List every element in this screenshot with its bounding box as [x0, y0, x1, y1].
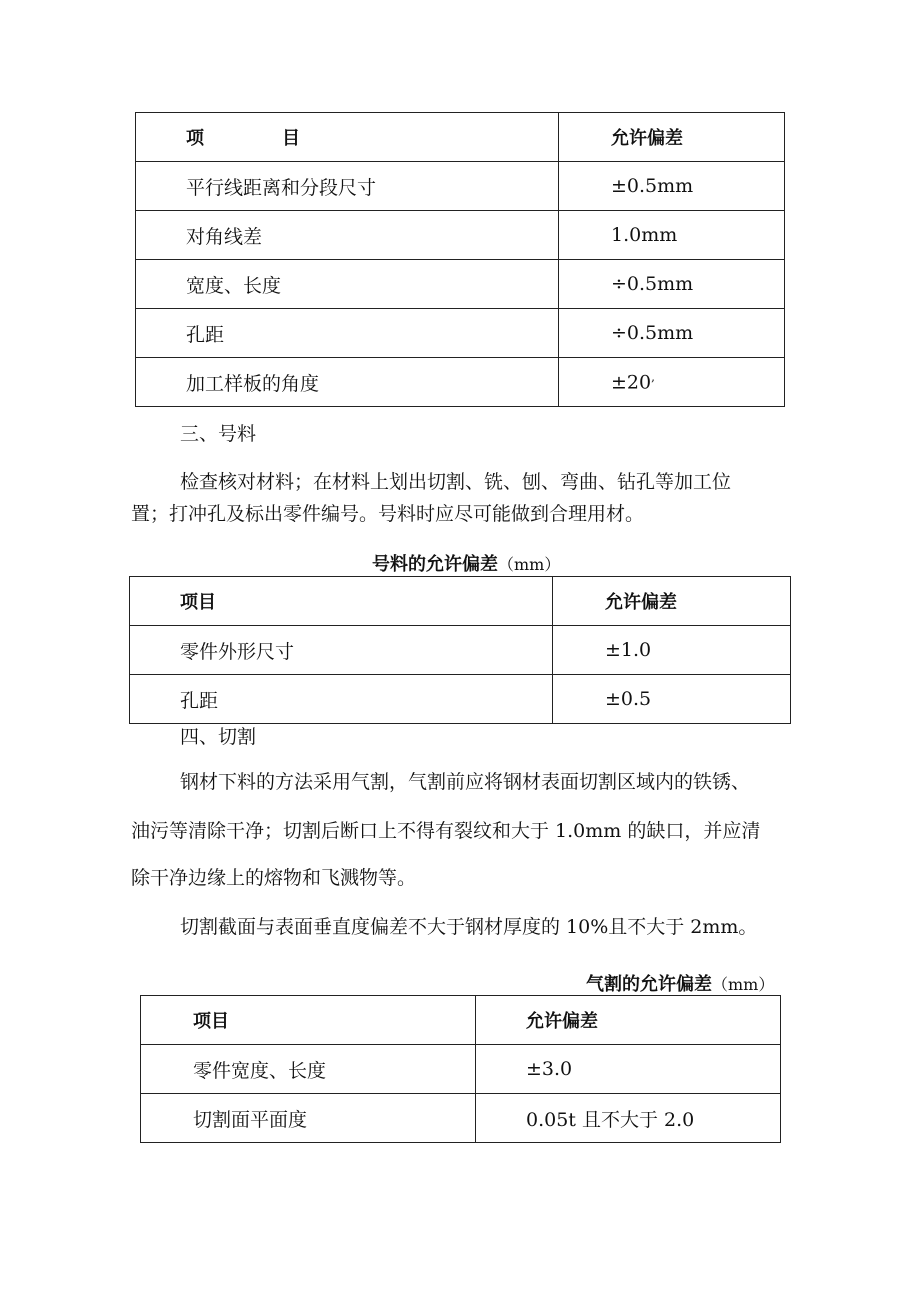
row-item: 切割面平面度 [141, 1094, 476, 1143]
row-value: ±0.5 [553, 675, 791, 724]
row-item: 平行线距离和分段尺寸 [136, 162, 559, 211]
section-3-heading: 三、号料 [180, 423, 257, 445]
row-value: ÷0.5mm [559, 309, 785, 358]
header-item: 项 目 [136, 113, 559, 162]
row-item: 孔距 [130, 675, 553, 724]
section-3-para-line-1: 检查核对材料；在材料上划出切割、铣、刨、弯曲、钻孔等加工位 [180, 471, 732, 493]
row-value: ±20, [559, 358, 785, 407]
table-3-caption: 气割的允许偏差（mm） [586, 974, 775, 995]
tolerance-table-2 [129, 576, 791, 724]
table-row [136, 358, 785, 407]
row-item: 对角线差 [136, 211, 559, 260]
header-deviation: 允许偏差 [553, 577, 791, 626]
table-row [130, 675, 791, 724]
header-item: 项目 [130, 577, 553, 626]
section-4-para-line-2: 油污等清除干净；切割后断口上不得有裂纹和大于 1.0mm 的缺口，并应清 [131, 820, 761, 842]
row-value: ±3.0 [476, 1045, 781, 1094]
row-value: 0.05t 且不大于 2.0 [476, 1094, 781, 1143]
header-deviation: 允许偏差 [476, 996, 781, 1045]
table-header-row [130, 577, 791, 626]
table-row [136, 309, 785, 358]
row-item: 加工样板的角度 [136, 358, 559, 407]
row-item: 宽度、长度 [136, 260, 559, 309]
table-row [141, 1045, 781, 1094]
section-4-para-line-3: 除干净边缘上的熔物和飞溅物等。 [131, 867, 417, 889]
table-2-caption: 号料的允许偏差（mm） [372, 554, 561, 575]
row-value: ±0.5mm [559, 162, 785, 211]
section-4-para-2: 切割截面与表面垂直度偏差不大于钢材厚度的 10%且不大于 2mm。 [180, 916, 758, 938]
table-row [141, 1094, 781, 1143]
section-3-para-line-2: 置；打冲孔及标出零件编号。号料时应尽可能做到合理用材。 [131, 503, 645, 525]
row-value: ÷0.5mm [559, 260, 785, 309]
table-header-row [141, 996, 781, 1045]
section-4-para-line-1: 钢材下料的方法采用气割，气割前应将钢材表面切割区域内的铁锈、 [180, 771, 751, 793]
table-row [130, 626, 791, 675]
row-item: 零件宽度、长度 [141, 1045, 476, 1094]
tolerance-table-3 [140, 995, 781, 1143]
row-value: 1.0mm [559, 211, 785, 260]
table-row [136, 162, 785, 211]
row-value: ±1.0 [553, 626, 791, 675]
header-item: 项目 [141, 996, 476, 1045]
table-row [136, 260, 785, 309]
row-item: 孔距 [136, 309, 559, 358]
tolerance-table-1 [135, 112, 785, 407]
table-row [136, 211, 785, 260]
row-item: 零件外形尺寸 [130, 626, 553, 675]
header-deviation: 允许偏差 [559, 113, 785, 162]
section-4-heading: 四、切割 [180, 726, 257, 748]
table-header-row [136, 113, 785, 162]
